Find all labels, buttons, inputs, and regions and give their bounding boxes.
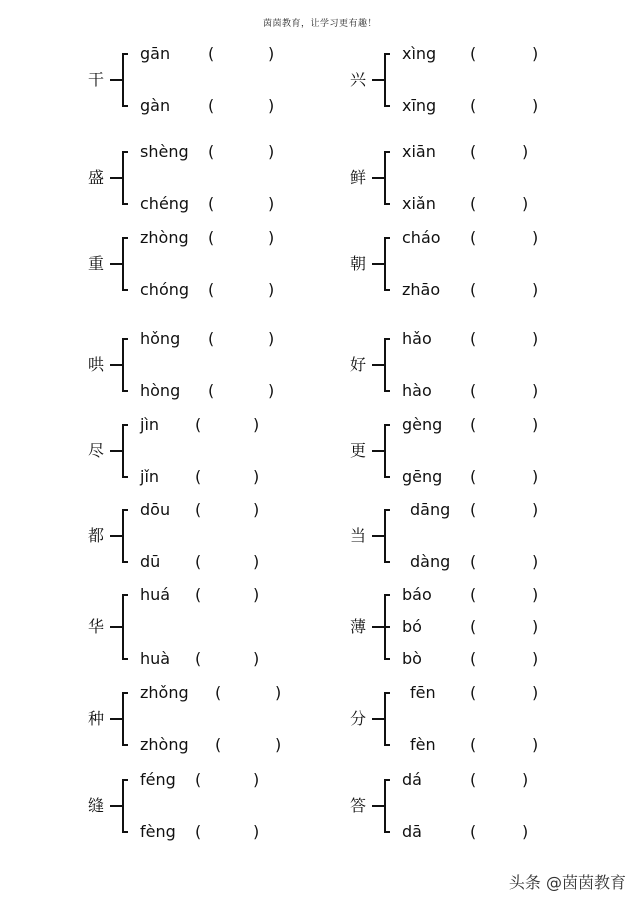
bracket-tick — [122, 203, 128, 205]
bracket — [372, 152, 388, 204]
pinyin-reading: gàn — [140, 96, 171, 115]
bracket-tick — [384, 561, 390, 563]
bracket-stub — [110, 718, 122, 720]
answer-blank-close[interactable]: ) — [253, 585, 260, 604]
bracket-tick — [384, 203, 390, 205]
bracket-tick — [384, 626, 390, 628]
bracket-stub — [372, 805, 384, 807]
answer-blank-close[interactable]: ) — [253, 770, 260, 789]
bracket-line — [384, 54, 386, 106]
answer-blank-open[interactable]: ( — [470, 500, 477, 519]
answer-blank-close[interactable]: ) — [253, 415, 260, 434]
pinyin-reading: huá — [140, 585, 171, 604]
polyphone-group — [88, 229, 388, 299]
bracket-line — [122, 238, 124, 290]
pinyin-reading: fèng — [140, 822, 176, 841]
pinyin-reading: chóng — [140, 280, 190, 299]
bracket-line — [384, 425, 386, 477]
answer-blank-open[interactable]: ( — [470, 683, 477, 702]
pinyin-reading: xiǎn — [402, 194, 436, 213]
polyphone-group — [350, 771, 640, 841]
pinyin-reading: dōu — [140, 500, 171, 519]
answer-blank-close[interactable]: ) — [253, 552, 260, 571]
answer-blank-open[interactable]: ( — [208, 381, 215, 400]
answer-blank-open[interactable]: ( — [470, 194, 477, 213]
pinyin-reading: hào — [402, 381, 432, 400]
hanzi-character: 缝 — [88, 796, 105, 815]
hanzi-character: 干 — [88, 70, 105, 89]
answer-blank-close[interactable]: ) — [532, 735, 539, 754]
hanzi-character: 薄 — [350, 617, 367, 636]
bracket-stub — [372, 626, 384, 628]
pinyin-reading: dū — [140, 552, 161, 571]
bracket-line — [384, 510, 386, 562]
answer-blank-close[interactable]: ) — [275, 735, 282, 754]
bracket-line — [384, 152, 386, 204]
answer-blank-open[interactable]: ( — [215, 735, 222, 754]
answer-blank-open[interactable]: ( — [470, 381, 477, 400]
bracket-stub — [372, 177, 384, 179]
pinyin-reading: chéng — [140, 194, 190, 213]
hanzi-character: 尽 — [88, 441, 105, 460]
answer-blank-open[interactable]: ( — [195, 552, 202, 571]
bracket-tick — [122, 692, 128, 694]
bracket-tick — [384, 390, 390, 392]
bracket — [372, 54, 388, 106]
answer-blank-close[interactable]: ) — [268, 228, 275, 247]
bracket-tick — [122, 53, 128, 55]
hanzi-character: 朝 — [350, 254, 367, 273]
bracket-line — [384, 339, 386, 391]
answer-blank-close[interactable]: ) — [268, 194, 275, 213]
polyphone-group — [88, 416, 388, 486]
answer-blank-open[interactable]: ( — [470, 44, 477, 63]
bracket-tick — [384, 658, 390, 660]
bracket-line — [384, 693, 386, 745]
hanzi-character: 哄 — [88, 355, 105, 374]
pinyin-reading: gèng — [402, 415, 443, 434]
bracket — [372, 780, 388, 832]
pinyin-reading: gēng — [402, 467, 443, 486]
answer-blank-close[interactable]: ) — [532, 96, 539, 115]
answer-blank-close[interactable]: ) — [268, 280, 275, 299]
answer-blank-close[interactable]: ) — [268, 96, 275, 115]
answer-blank-open[interactable]: ( — [470, 96, 477, 115]
bracket-stub — [110, 450, 122, 452]
bracket-stub — [372, 535, 384, 537]
polyphone-group — [88, 45, 388, 115]
answer-blank-close[interactable]: ) — [522, 770, 529, 789]
polyphone-group — [350, 330, 640, 400]
bracket-tick — [122, 105, 128, 107]
polyphone-group — [88, 330, 388, 400]
pinyin-reading: dāng — [410, 500, 451, 519]
bracket — [110, 238, 126, 290]
answer-blank-close[interactable]: ) — [253, 500, 260, 519]
answer-blank-open[interactable]: ( — [208, 280, 215, 299]
hanzi-character: 分 — [350, 709, 367, 728]
bracket-tick — [384, 424, 390, 426]
hanzi-character: 重 — [88, 254, 105, 273]
bracket-tick — [122, 237, 128, 239]
pinyin-reading: xiān — [402, 142, 436, 161]
bracket-tick — [384, 744, 390, 746]
bracket-tick — [384, 692, 390, 694]
bracket — [372, 425, 388, 477]
pinyin-reading: féng — [140, 770, 176, 789]
polyphone-group — [88, 586, 388, 668]
bracket-stub — [110, 364, 122, 366]
polyphone-group — [350, 45, 640, 115]
hanzi-character: 好 — [350, 355, 367, 374]
bracket-tick — [122, 831, 128, 833]
hanzi-character: 当 — [350, 526, 367, 545]
bracket-stub — [110, 626, 122, 628]
bracket-tick — [122, 390, 128, 392]
answer-blank-close[interactable]: ) — [532, 683, 539, 702]
hanzi-character: 答 — [350, 796, 367, 815]
answer-blank-open[interactable]: ( — [470, 770, 477, 789]
left-column — [88, 0, 388, 860]
answer-blank-close[interactable]: ) — [532, 228, 539, 247]
polyphone-group — [350, 229, 640, 299]
answer-blank-close[interactable]: ) — [253, 822, 260, 841]
answer-blank-close[interactable]: ) — [532, 617, 539, 636]
answer-blank-open[interactable]: ( — [195, 467, 202, 486]
bracket-tick — [384, 509, 390, 511]
answer-blank-close[interactable]: ) — [522, 822, 529, 841]
bracket-line — [122, 425, 124, 477]
answer-blank-open[interactable]: ( — [470, 228, 477, 247]
polyphone-group — [88, 684, 388, 754]
answer-blank-open[interactable]: ( — [208, 96, 215, 115]
answer-blank-open[interactable]: ( — [470, 585, 477, 604]
bracket-line — [122, 152, 124, 204]
answer-blank-close[interactable]: ) — [532, 44, 539, 63]
answer-blank-open[interactable]: ( — [195, 585, 202, 604]
answer-blank-close[interactable]: ) — [532, 585, 539, 604]
bracket-line — [122, 780, 124, 832]
answer-blank-close[interactable]: ) — [532, 649, 539, 668]
answer-blank-open[interactable]: ( — [470, 415, 477, 434]
answer-blank-open[interactable]: ( — [208, 329, 215, 348]
polyphone-group — [350, 586, 640, 668]
hanzi-character: 华 — [88, 617, 105, 636]
pinyin-reading: gān — [140, 44, 171, 63]
answer-blank-open[interactable]: ( — [470, 822, 477, 841]
bracket-line — [384, 238, 386, 290]
answer-blank-open[interactable]: ( — [208, 194, 215, 213]
answer-blank-close[interactable]: ) — [275, 683, 282, 702]
answer-blank-open[interactable]: ( — [195, 500, 202, 519]
answer-blank-open[interactable]: ( — [208, 228, 215, 247]
bracket-tick — [384, 831, 390, 833]
bracket-stub — [110, 535, 122, 537]
hanzi-character: 鲜 — [350, 168, 367, 187]
answer-blank-close[interactable]: ) — [522, 142, 529, 161]
bracket-line — [384, 780, 386, 832]
bracket-line — [122, 54, 124, 106]
answer-blank-close[interactable]: ) — [532, 552, 539, 571]
answer-blank-close[interactable]: ) — [532, 329, 539, 348]
bracket-stub — [110, 263, 122, 265]
pinyin-reading: dàng — [410, 552, 451, 571]
pinyin-reading: zhāo — [402, 280, 441, 299]
bracket — [372, 339, 388, 391]
bracket-tick — [384, 594, 390, 596]
pinyin-reading: hòng — [140, 381, 181, 400]
answer-blank-close[interactable]: ) — [268, 329, 275, 348]
answer-blank-open[interactable]: ( — [470, 617, 477, 636]
bracket — [372, 595, 388, 659]
hanzi-character: 兴 — [350, 70, 367, 89]
answer-blank-close[interactable]: ) — [268, 142, 275, 161]
bracket-stub — [372, 718, 384, 720]
pinyin-reading: jìn — [140, 415, 160, 434]
bracket — [372, 693, 388, 745]
bracket-line — [122, 510, 124, 562]
pinyin-reading: zhòng — [140, 735, 189, 754]
bracket-tick — [122, 476, 128, 478]
answer-blank-close[interactable]: ) — [532, 280, 539, 299]
answer-blank-close[interactable]: ) — [268, 44, 275, 63]
bracket-line — [122, 693, 124, 745]
bracket-tick — [122, 744, 128, 746]
answer-blank-close[interactable]: ) — [253, 649, 260, 668]
right-column — [350, 0, 640, 860]
answer-blank-open[interactable]: ( — [470, 649, 477, 668]
bracket — [110, 152, 126, 204]
bracket-tick — [384, 338, 390, 340]
bracket — [110, 693, 126, 745]
answer-blank-open[interactable]: ( — [470, 280, 477, 299]
bracket-tick — [384, 476, 390, 478]
polyphone-group — [350, 684, 640, 754]
bracket-stub — [110, 805, 122, 807]
answer-blank-open[interactable]: ( — [470, 552, 477, 571]
watermark: 头条 @茵茵教育 — [508, 873, 626, 892]
bracket-tick — [384, 53, 390, 55]
bracket-tick — [384, 151, 390, 153]
pinyin-reading: zhǒng — [140, 683, 189, 702]
pinyin-reading: hǎo — [402, 329, 432, 348]
answer-blank-close[interactable]: ) — [532, 467, 539, 486]
answer-blank-open[interactable]: ( — [195, 822, 202, 841]
bracket-stub — [110, 177, 122, 179]
answer-blank-open[interactable]: ( — [470, 467, 477, 486]
polyphone-group — [88, 771, 388, 841]
bracket — [110, 510, 126, 562]
answer-blank-close[interactable]: ) — [532, 381, 539, 400]
bracket — [110, 339, 126, 391]
polyphone-group — [350, 416, 640, 486]
bracket-tick — [122, 779, 128, 781]
hanzi-character: 盛 — [88, 168, 105, 187]
bracket-stub — [372, 263, 384, 265]
bracket-tick — [122, 509, 128, 511]
page-header: 茵茵教育，让学习更有趣！ — [262, 19, 377, 29]
pinyin-reading: huà — [140, 649, 171, 668]
answer-blank-close[interactable]: ) — [253, 467, 260, 486]
answer-blank-close[interactable]: ) — [532, 500, 539, 519]
answer-blank-open[interactable]: ( — [470, 329, 477, 348]
bracket — [372, 238, 388, 290]
answer-blank-close[interactable]: ) — [522, 194, 529, 213]
pinyin-reading: fēn — [410, 683, 436, 702]
bracket-stub — [110, 79, 122, 81]
bracket-tick — [122, 594, 128, 596]
hanzi-character: 更 — [350, 441, 367, 460]
bracket-tick — [122, 561, 128, 563]
bracket — [110, 780, 126, 832]
bracket-stub — [372, 79, 384, 81]
pinyin-reading: dā — [402, 822, 422, 841]
hanzi-character: 种 — [88, 709, 105, 728]
answer-blank-open[interactable]: ( — [470, 735, 477, 754]
answer-blank-open[interactable]: ( — [208, 142, 215, 161]
bracket-line — [122, 339, 124, 391]
polyphone-group — [88, 143, 388, 213]
pinyin-reading: cháo — [402, 228, 441, 247]
answer-blank-open[interactable]: ( — [470, 142, 477, 161]
answer-blank-open[interactable]: ( — [215, 683, 222, 702]
pinyin-reading: hǒng — [140, 329, 181, 348]
pinyin-reading: xìng — [402, 44, 437, 63]
pinyin-reading: xīng — [402, 96, 437, 115]
answer-blank-open[interactable]: ( — [208, 44, 215, 63]
polyphone-group — [350, 501, 640, 571]
pinyin-reading: báo — [402, 585, 432, 604]
bracket-tick — [384, 289, 390, 291]
bracket-tick — [384, 105, 390, 107]
answer-blank-open[interactable]: ( — [195, 770, 202, 789]
pinyin-reading: dá — [402, 770, 422, 789]
bracket — [110, 54, 126, 106]
bracket-tick — [384, 779, 390, 781]
bracket-tick — [384, 237, 390, 239]
pinyin-reading: fèn — [410, 735, 436, 754]
bracket-tick — [122, 658, 128, 660]
bracket-line — [122, 595, 124, 659]
bracket — [110, 425, 126, 477]
bracket — [372, 510, 388, 562]
bracket — [110, 595, 126, 659]
answer-blank-close[interactable]: ) — [268, 381, 275, 400]
pinyin-reading: jǐn — [140, 467, 160, 486]
bracket-tick — [122, 338, 128, 340]
hanzi-character: 都 — [88, 526, 105, 545]
bracket-stub — [372, 450, 384, 452]
bracket-stub — [372, 364, 384, 366]
pinyin-reading: zhòng — [140, 228, 189, 247]
pinyin-reading: bó — [402, 617, 422, 636]
bracket-tick — [122, 151, 128, 153]
pinyin-reading: bò — [402, 649, 422, 668]
answer-blank-open[interactable]: ( — [195, 649, 202, 668]
polyphone-group — [88, 501, 388, 571]
answer-blank-close[interactable]: ) — [532, 415, 539, 434]
answer-blank-open[interactable]: ( — [195, 415, 202, 434]
bracket-tick — [122, 289, 128, 291]
polyphone-group — [350, 143, 640, 213]
pinyin-reading: shèng — [140, 142, 189, 161]
bracket-tick — [122, 424, 128, 426]
